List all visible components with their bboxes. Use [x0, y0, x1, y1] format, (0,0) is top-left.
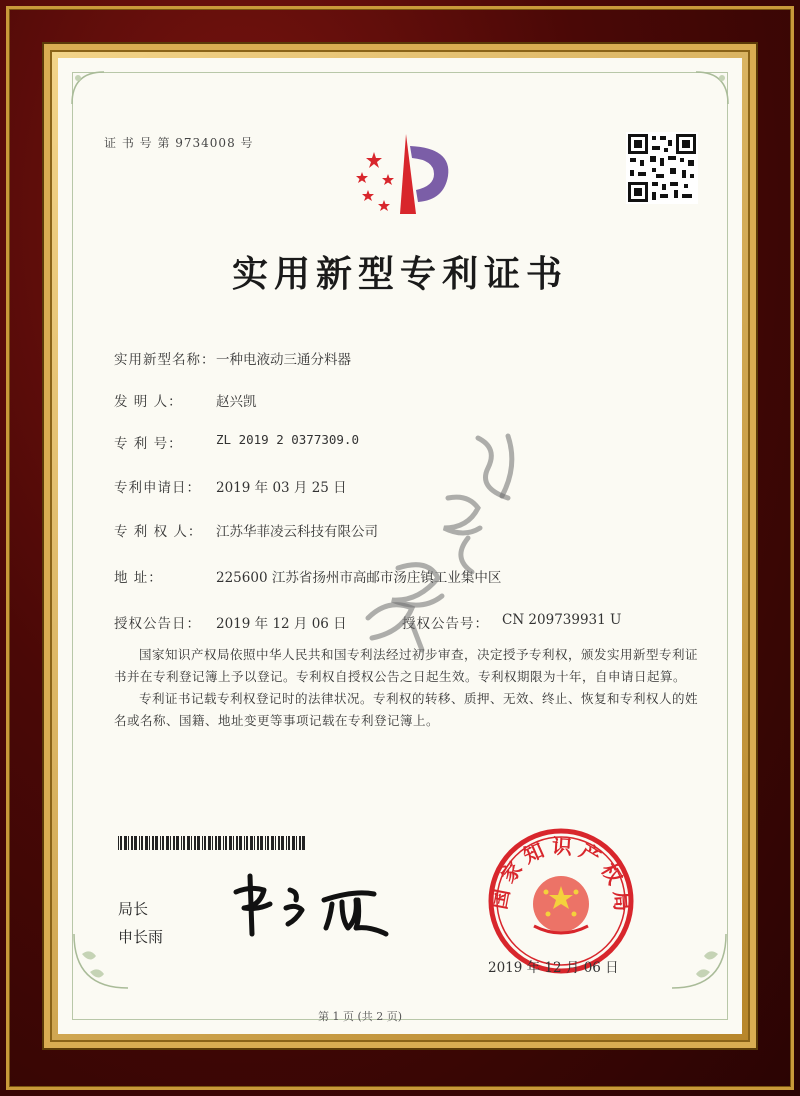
- corner-ornament-icon: [662, 924, 732, 994]
- certificate-number: 证 书 号 第 9734008 号: [104, 136, 254, 150]
- field-label-inventor: 发 明 人：: [114, 394, 183, 410]
- director-title: 局长: [118, 900, 149, 918]
- field-value-filing-date: 2019 年 03 月 25 日: [216, 480, 347, 496]
- field-label-filing-date: 专利申请日：: [114, 480, 201, 496]
- field-label-patent-number: 专 利 号：: [114, 436, 183, 452]
- director-signature: [228, 870, 408, 940]
- barcode-icon: [118, 836, 308, 850]
- body-paragraph: 国家知识产权局依照中华人民共和国专利法经过初步审查，决定授予专利权，颁发实用新型专利证书并在专利登记簿上予以登记。专利权自授权公告之日起生效。专利权期限为十年，自申请日起算。: [114, 647, 699, 684]
- field-label-patentee: 专 利 权 人：: [114, 524, 203, 540]
- field-value-grant-date: 2019 年 12 月 06 日: [216, 616, 347, 632]
- corner-ornament-icon: [692, 68, 732, 108]
- page-number: 第 1 页 (共 2 页): [318, 1010, 403, 1023]
- patent-office-logo-icon: [344, 130, 464, 222]
- field-label-address: 地 址：: [114, 570, 163, 586]
- field-value-patentee: 江苏华菲凌云科技有限公司: [216, 524, 378, 540]
- seal-text: 国家知识产权局: [486, 833, 635, 918]
- certificate-title: 实用新型专利证书: [231, 253, 568, 295]
- qr-code-icon: [626, 132, 698, 204]
- field-value-name: 一种电液动三通分料器: [216, 352, 351, 368]
- body-paragraph: 专利证书记载专利权登记时的法律状况。专利权的转移、质押、无效、终止、恢复和专利权人的姓名或名称、国籍、地址变更等事项记载在专利登记簿上。: [114, 691, 699, 728]
- field-label-announcement-number: 授权公告号：: [402, 616, 489, 632]
- director-name: 申长雨: [118, 928, 164, 946]
- field-value-address: 225600 江苏省扬州市高邮市汤庄镇工业集中区: [216, 570, 502, 586]
- official-seal: [486, 826, 636, 976]
- field-value-announcement-number: CN 209739931 U: [502, 612, 622, 628]
- corner-ornament-icon: [68, 68, 108, 108]
- field-value-inventor: 赵兴凯: [216, 394, 257, 410]
- seal-date: 2019 年 12 月 06 日: [488, 960, 619, 976]
- field-label-name: 实用新型名称：: [114, 352, 216, 368]
- handwritten-watermark-icon: [328, 418, 558, 658]
- field-label-grant-date: 授权公告日：: [114, 616, 201, 632]
- field-value-patent-number: ZL 2019 2 0377309.0: [216, 432, 359, 447]
- certificate-paper: [58, 58, 742, 1034]
